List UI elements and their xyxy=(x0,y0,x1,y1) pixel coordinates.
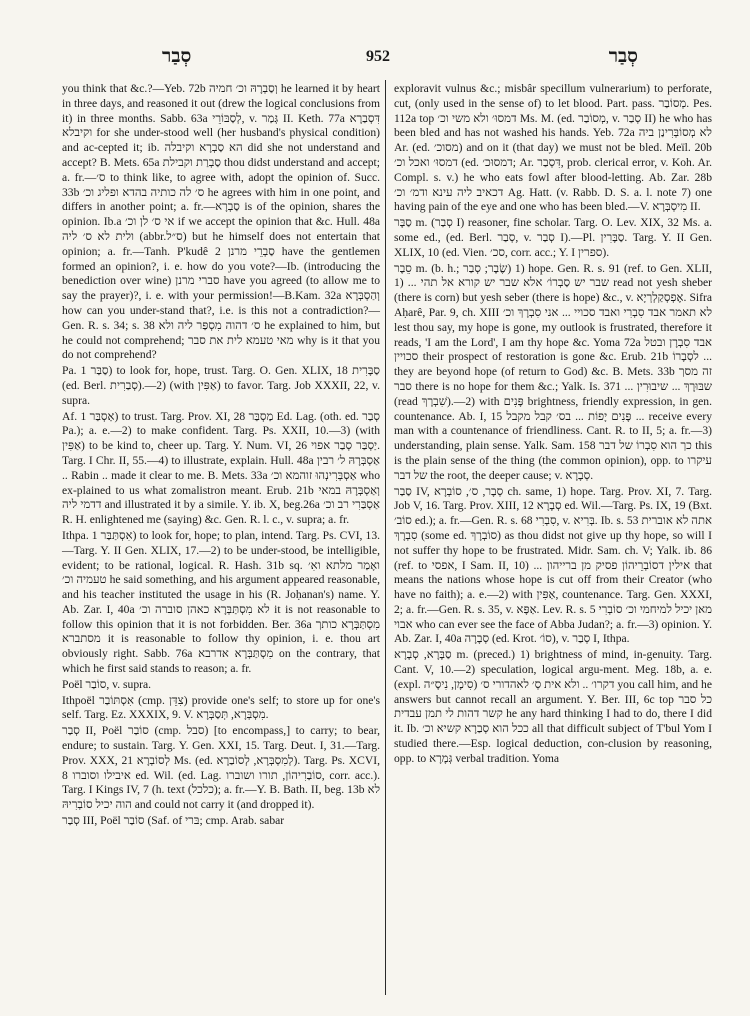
left-column xyxy=(62,82,380,829)
entry-paragraph: Pa. סַבַּר 1) to look for, hope, trust. Targ. O. Gen. XLIX, 18 סַבָּרִית (ed. Berl. סְבַרִית).—2) (with אַפִּין) to favor. Targ. Job XXXII, 22, v. supra. xyxy=(62,364,381,407)
entry-paragraph: Ithpa. אִסְתַּבַּר 1) to look for, hope; to plan, intend. Targ. Ps. CVI, 13.—Targ. Y. II Gen. XLIX, 17.—2) to be under-stood, be intelligible, evident; to be rational, logical. R. Hash. 31b sq. ואָמַר מלתא ואִ׳ טעמיה וכ׳ he said something, and his argument appeared reasonable, and his teacher instituted the usage in his (R. Joḥanan's) name. Y. Ab. Zar. I, 40a לא מִסְתַּבְּרָא כאהן סוברה וכ׳ it is not reasonable to follow this opinion that it is not forbidden. Ber. 36a מִסְתַּבְּרָא כותך מסתברא it is reasonable to follow thy opinion, i. e. thou art obviously right. Sabb. 76a מִסְתַּבְּרָא אדרבא on the contrary, that which he first said stands to reason; a. fr. xyxy=(62,528,381,676)
entry-paragraph: סַבָּרָא, סְבָרָא m. (preced.) 1) brightness of mind, in-genuity. Targ. Cant. V, 10.—2) speculation, logical argu-ment. Meg. 18b, a. e. (expl. סִימָן, נִיסָ״ה) דקרו׳ .. ולא אית סְ׳ לאהדורי ס׳ you call him, and he answers but cannot recall an argument. Y. Ber. III, 6c top כל סבר קשר דהות לי תמן עבדית he any hard thinking I had to do, there I did it. Ib. ככל הוא סְבַרָא קשיא וכ׳ all that difficult subject of T'bul Yom I studied there.—Esp. logical deduction, con-clusion by reasoning, opp. to גְּמָרָא verbal tradition. Yoma xyxy=(394,648,713,765)
entry-paragraph: סְבַר II, Poël סוֹבַר (cmp. סבל) [to encompass,] to carry; to bear, endure; to sustain. Targ. Y. Gen. XXI, 15. Targ. Deut. I, 31.—Targ. Prov. XXX, 21 לְסוֹבְרָא Ms. (ed. לְמִסְבְּרָא, לְסוֹבַרָא). Targ. Ps. XCVI, 8 איבילו וסוברו ed. Wil. (ed. Lag. סוֹבַרִיהוֹן, תורו ושוברו, corr. acc.). Targ. I Kings IV, 7 (h. text (כלכל); a. fr.—Y. B. Bath. II, beg. 13b לא הוה יכיל סוֹבְרִיהּ and could not carry it (and dropped it). xyxy=(62,724,381,812)
entry-paragraph: Ithpoël אִסְתּוֹבַר (cmp. צִדֵּן) provide one's self; to store up for one's self. Targ. Ez. XXXIX, 9. V. מִסְבְּרָא, תְּסַבְּרָא. xyxy=(62,693,380,722)
right-column xyxy=(394,82,712,767)
page-header xyxy=(58,46,698,72)
entry-paragraph: סֵבֶר m. (b. h.; שֶׂבֶר; סְבַר) 1) hope. Gen. R. s. 91 (ref. to Gen. XLII, 1) ... שבר יש סַבְרוֹ׳ אלא שבר יש קורא אל תהי read not yesh sheber (there is corn) but yesh seber (there is hope) &c., v. אֶפְסְקַלְרְיָא. Sifra Aḥarê, Par. 9, ch. XIII לא תאמר אבד סִבְרִי ואבד סכויי ... אני סִבְרָךְ וכ׳ lest thou say, my hope is gone, my outlook is frustrated, therefore it reads, 'I am the Lord', I am thy hope &c. Yoma 72a אבד סִבְרָן ובטל סכויין their prospect of restoration is gone &c. Erub. 21b לסְבָרוֹ ... they are beyond hope (of return to God) &c. B. Mets. 33b זה מסך סבר there is no hope for them &c.; Yalk. Is. 371 ... שבּוּרָךְ ... שיבוּרִין (read שִׁבְרָךְ).—2) with פָּנִים brightness, friendly expression, in gen. countenance. Ab. I, 15 פָּנִים יָפוֹת ... בס׳ קבל מקבל ... receive every man with a countenance of friendliness. Cant. R. to II, 5; a. fr.—3) understanding, plain sense. Yalk. Sam. 158 כך הוא סִבְרוֹ של דבר this is the plain sense of the thing (the common opinion), opp. to עיקרו של דבר the root, the deeper cause; v. סְבָרָא. xyxy=(394,261,713,482)
entry-paragraph: you think that &c.?—Yeb. 72b וְסַבְרָהּ וכ׳ חמיה he learned it by heart in three days, and reasoned it out (drew the logical conclusions from it) in three months. Sabb. 63a לְסַבּוֹרֵי, v. גְּמַר II. Keth. 77a דִּסְבַרָא וקיבלא for she under-stood well (her husband's physical condition) and ac-cepted it; ib. הא סַבְרָא וקיבלה did she not understand and accept? B. Mets. 65a סַבְרַת וקבילת thou didst understand and accept; a. fr.—ס׳ to think like, to agree with, adopt the opinion of. Succ. 33b ס׳ לה כותיה בהדא ופליג וכ׳ he agrees with him in one point, and differs in another point; a. fr.—סַבְרָא is of the opinion, shares the opinion. Ib.a אי ס׳ לן וכ׳ if we accept the opinion that &c. Hull. 48a ולית לא ס׳ ליה (abbr.ס״ל) but he himself does not entertain that opinion; a. fr.—Tanh. P'kudê 2 סַבְרֵי מרנן have the gentlemen formed an opinion?, i. e. how do you vote?—Ib. (introducing the benediction over wine) סברי מרנן have you agreed (to allow me to say the prayer)?, i. e. with your permission!—B.Kam. 32a וְהַסְבְּרָא how can you under-stand that?, i.e. is this not a contradiction?—Gen. R. s. 34; s. 38 ס׳ דהוה מִסְפַּר ליה ולא he explained to him, but he could not comprehend; מאי טעמא לית את סבר why is it that you do not comprehend? xyxy=(62,82,381,362)
entry-paragraph: סַבָּר m. (סְבַר I) reasoner, fine scholar. Targ. O. Lev. XIX, 32 Ms. a. some ed., (ed. Berl. סְבַר, v. סְבַר I).—Pl. סַבָּרִין. Targ. Y. II Gen. XLIX, 10 (ed. Vien. סכ׳, corr. acc.; Y. I ספרין). xyxy=(394,216,712,259)
entry-paragraph: exploravit vulnus &c.; misbâr specillum vulnerarium) to perforate, cut, (only used in the sense of) to let blood. Part. pass. מְסוֹבַר. Pes. 112a top דמסוּ׳ ולא משי וכ׳ Ms. M. (ed. מְסוֹבַר, v. סְבַר II) he who has been bled and has not washed his hands. Yeb. 72a לא מְסוֹבְּרִינַן ביה Ar. (ed. מסוכ׳) and on it (that day) we must not be bled. Meïl. 20b דמסוּ׳ ואכל וכ׳ (ed. דמסוּכ׳; Ar. דִּסְבַר, prob. clerical error, v. Koh. Ar. Compl. s. v.) he who eats fowl after blood-letting. Ab. Zar. 28b דכאיב ליה עינא ודמ׳ וכ׳ Ag. Hatt. (v. Rabb. D. S. a. l. note 7) one having pain of the eye and one who has been bled.—V. מִיסְבְּרָא II. xyxy=(394,82,713,214)
entry-paragraph: סְבַר III, Poël סוֹבַר (Saf. of בּרי; cmp. Arab. sabar xyxy=(62,814,285,828)
entry-paragraph: Af. אַסְבַּר 1) to trust. Targ. Prov. XI, 28 מַסְבַּר Ed. Lag. (oth. ed. סְבַר Pa.); a. e.—2) to make confident. Targ. Ps. XXII, 10.—3) (with אַפִּין) to be kind to, cheer up. Targ. Y. Num. VI, 26 יַסְבַּר סְבַר אפוי. Targ. I Chr. II, 55.—4) to illustrate, explain. Hull. 48a אַסְבְּרָהּ ל׳ רבין .. Rabin .. made it clear to me. B. Mets. 33a אַסְבְּרִינְהוּ זוהמא וכ׳ who ex-plained to us what zomalistron meant. Erub. 21b וְאַסְבְּרָהּ במאי דדמי ליה and illustrated it by a simile. Y. ib. X, beg.26a אַסְבַּרִי רב וכ׳ R. H. enlightened me (saying) &c. Gen. R. l. c., v. supra; a. fr. xyxy=(62,409,381,527)
entry-paragraph: Poël סוֹבַר, v. supra. xyxy=(62,677,152,691)
running-headword-right: סְבַר xyxy=(608,46,638,67)
page-number: 952 xyxy=(366,48,390,65)
entry-paragraph: סַבַר IV, סְבָר, ס׳, סוֹבְרָא ch. same, 1) hope. Targ. Prov. XI, 7. Targ. Job V, 16. Targ. Prov. XIII, 12 סְבָרָא ed. Wil.—Targ. Ps. IX, 19 (Bxt. סוֹב׳ ed.); a. fr.—Gen. R. s. 68 סִבְרִי, v. בְּרִיא. Ib. s. 53 אתה לא אוברית סִבְרָךְ (some ed. סוֹבְרָךְ) as thou didst not give up thy hope, so will I not suffer thy hope to be frustrated. Midr. Sam. ch. V; Yalk. ib. 86 (ref. to אפסי, I Sam. II, 10) ... אילין דסוֹבְרֵיהוֹן פסיק מן ברייהון that means the nations whose hope is cut off from their Creator (who have no faith); a. e.—2) with אַפִּין, countenance. Targ. Gen. XXXI, 2; a. fr.—Gen. R. s. 35, v. אַפָּא. Lev. R. s. 5 מאן יכיל למיחמי וכ׳ סוֹבְרִי אבוי who can ever see the face of Abba Judan?; a. fr.—3) opinion. Y. Ab. Zar. I, 40a סְבָרָה (ed. Krot. סוֹ׳), v. סְבַר I, Ithpa. xyxy=(394,484,712,646)
column-divider xyxy=(385,80,386,995)
running-headword-left: סְבַר xyxy=(162,46,192,67)
